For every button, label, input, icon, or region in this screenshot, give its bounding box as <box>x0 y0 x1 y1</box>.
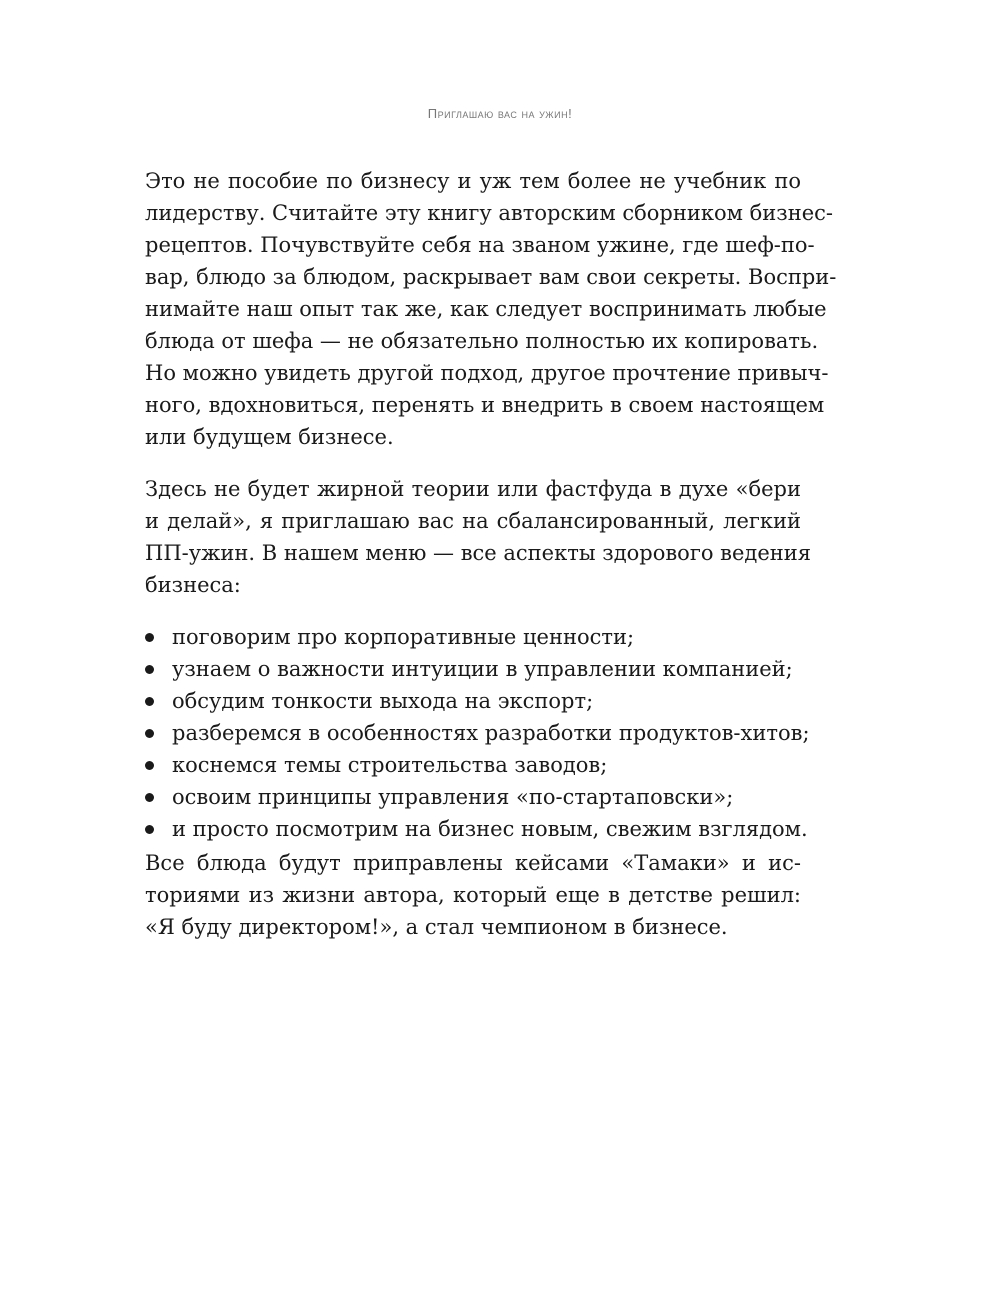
list-item <box>145 653 801 685</box>
paragraph-intro <box>145 165 837 453</box>
paragraph-line: Здесь не будет жирной теории или фастфуда в духе «бери <box>145 477 801 501</box>
paragraph-line: нимайте наш опыт так же, как следует воспринимать любые <box>145 297 827 321</box>
list-item-text: разберемся в особенностях разработки продуктов-хитов; <box>172 721 810 745</box>
paragraph-line: Но можно увидеть другой подход, другое прочтение привыч- <box>145 361 829 385</box>
paragraph-line: и делай», я приглашаю вас на сбалансированный, легкий <box>145 509 801 533</box>
paragraph-line: бизнеса: <box>145 573 241 597</box>
list-item <box>145 685 801 717</box>
list-item <box>145 749 801 781</box>
list-item-text: освоим принципы управления «по-стартаповски»; <box>172 785 734 809</box>
list-item <box>145 813 808 845</box>
bullet-icon <box>145 633 154 642</box>
list-item <box>145 621 801 653</box>
paragraph-menu <box>145 473 811 601</box>
paragraph-line: «Я буду директором!», а стал чемпионом в бизнесе. <box>145 915 728 939</box>
paragraph-line: или будущем бизнесе. <box>145 425 394 449</box>
paragraph-line: лидерству. Считайте эту книгу авторским сборником бизнес- <box>145 201 833 225</box>
paragraph-line: блюда от шефа — не обязательно полностью их копировать. <box>145 329 819 353</box>
bullet-icon <box>145 793 154 802</box>
paragraph-line: Это не пособие по бизнесу и уж тем более не учебник по <box>145 169 801 193</box>
list-item-text: обсудим тонкости выхода на экспорт; <box>172 689 594 713</box>
paragraph-closing <box>145 847 801 943</box>
bullet-icon <box>145 761 154 770</box>
list-item-text: поговорим про корпоративные ценности; <box>172 625 635 649</box>
list-item-text: узнаем о важности интуиции в управлении компанией; <box>172 657 793 681</box>
paragraph-line: ториями из жизни автора, который еще в детстве решил: <box>145 883 801 907</box>
paragraph-line: вар, блюдо за блюдом, раскрывает вам свои секреты. Воспри- <box>145 265 837 289</box>
bullet-icon <box>145 665 154 674</box>
paragraph-line: рецептов. Почувствуйте себя на званом ужине, где шеф-по- <box>145 233 815 257</box>
bullet-icon <box>145 729 154 738</box>
list-item-text: коснемся темы строительства заводов; <box>172 753 608 777</box>
bullet-icon <box>145 697 154 706</box>
paragraph-line: Все блюда будут приправлены кейсами «Тамаки» и ис- <box>145 851 801 875</box>
page-body <box>145 165 837 943</box>
paragraph-line: ного, вдохновиться, перенять и внедрить в своем настоящем <box>145 393 825 417</box>
list-item-text: и просто посмотрим на бизнес новым, свежим взглядом. <box>172 817 808 841</box>
list-item <box>145 717 810 749</box>
paragraph-line: ПП-ужин. В нашем меню — все аспекты здорового ведения <box>145 541 811 565</box>
topics-list <box>145 621 810 845</box>
list-item <box>145 781 801 813</box>
bullet-icon <box>145 825 154 834</box>
running-head: Приглашаю вас на ужин! <box>427 106 573 121</box>
